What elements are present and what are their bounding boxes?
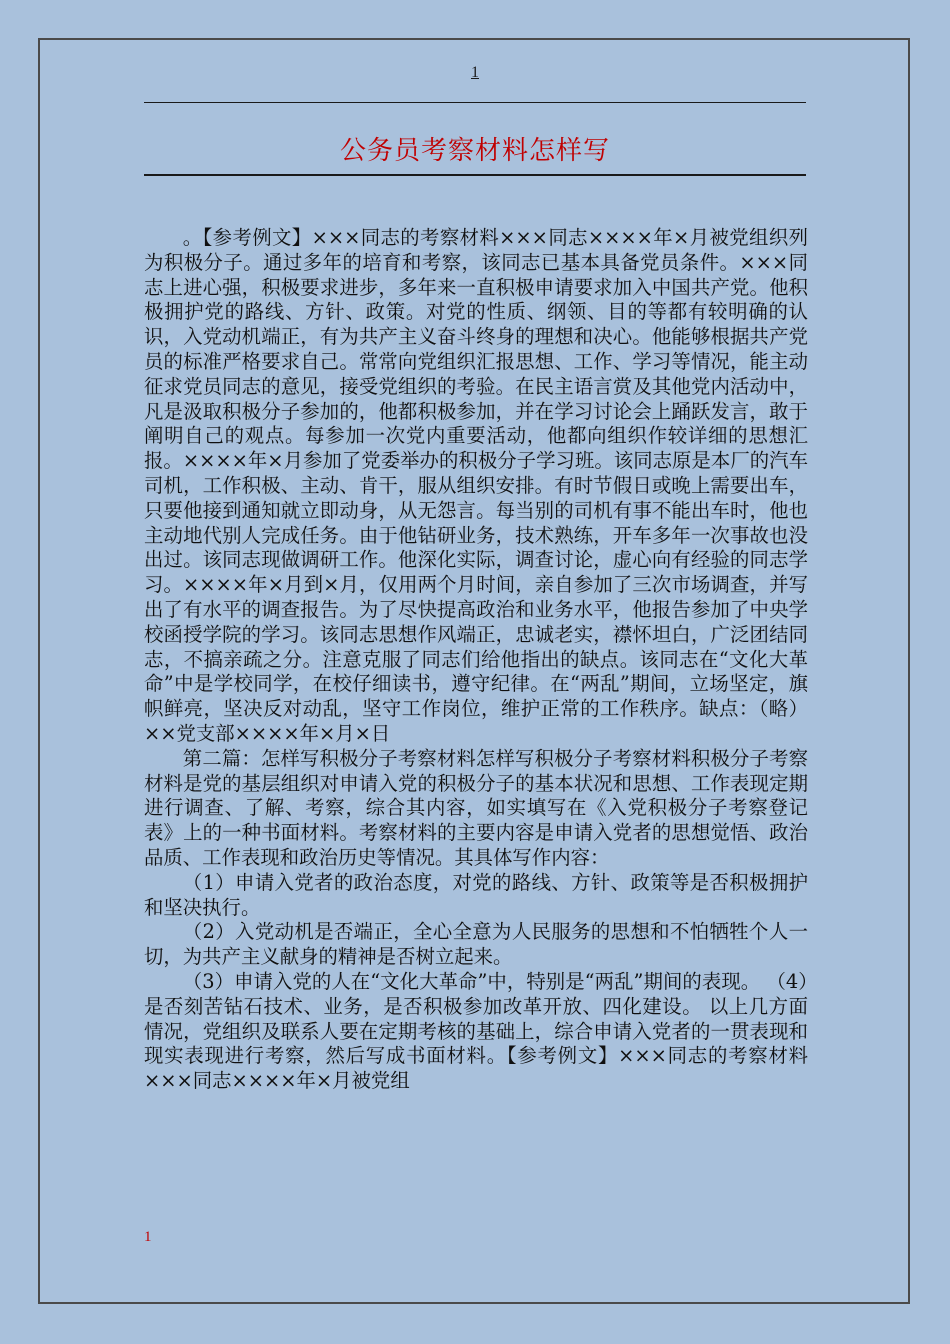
paragraph: 。【参考例文】×××同志的考察材料×××同志××××年×月被党组织列为积极分子。通过多年的培育和考察，该同志已基本具备党员条件。×××同志上进心强，积极要求进步，多年来一直积极申请要求加入中国共产党。他积极拥护党的路线、方针、政策。对党的性质、纲领、目的等都有较明确的认识，入党动机端正，有为共产主义奋斗终身的理想和决心。他能够根据共产党员的标准严格要求自己。常常向党组织汇报思想、工作、学习等情况，能主动征求党员同志的意见，接受党组织的考验。在民主语言赏及其他党内活动中，凡是汲取积极分子参加的，他都积极参加，并在学习讨论会上踊跃发言，敢于阐明自己的观点。每参加一次党内重要活动，他都向组织作较详细的思想汇报。××××年×月参加了党委举办的积极分子学习班。该同志原是本厂的汽车司机，工作积极、主动、肯干，服从组织安排。有时节假日或晚上需要出车，只要他接到通知就立即动身，从无怨言。每当别的司机有事不能出车时，他也主动地代别人完成任务。由于他钻研业务，技术熟练，开车多年一次事故也没出过。该同志现做调研工作。他深化实际，调查讨论，虚心向有经验的同志学习。××××年×月到×月，仅用两个月时间，亲自参加了三次市场调查，并写出了有水平的调查报告。为了尽快提高政治和业务水平，他报告参加了中央学校函授学院的学习。该同志思想作风端正，忠诚老实，襟怀坦白，广泛团结同志，不搞亲疏之分。注意克服了同志们给他指出的缺点。该同志在“文化大革命”中是学校同学，在校仔细读书，遵守纪律。在“两乱”期间，立场坚定，旗帜鲜亮，坚决反对动乱，坚守工作岗位，维护正常的工作秩序。缺点：（略）××党支部××××年×月×日 [144,226,808,745]
header-rule [144,102,806,103]
paragraph: 第二篇：怎样写积极分子考察材料怎样写积极分子考察材料积极分子考察材料是党的基层组织对申请入党的积极分子的基本状况和思想、工作表现定期进行调查、了解、考察，综合其内容，如实填写在《入党积极分子考察登记表》上的一种书面材料。考察材料的主要内容是申请入党者的思想觉悟、政治品质、工作表现和政治历史等情况。其具体写作内容： [144,746,808,869]
document-title: 公务员考察材料怎样写 [339,136,610,166]
paragraph: （2）入党动机是否端正，全心全意为人民服务的思想和不怕牺牲个人一切，为共产主义献身的精神是否树立起来。 [144,920,808,969]
title-rule [144,174,806,176]
paragraph: （3）申请入党的人在“文化大革命”中，特别是“两乱”期间的表现。 （4）是否刻苦钻石技术、业务，是否积极参加改革开放、四化建设。 以上几方面情况，党组织及联系人要在定期考核的基础上，综合申请入党者的一贯表现和现实表现进行考察，然后写成书面材料。【参考例文】×××同志的考察材料×××同志××××年×月被党组 [144,969,808,1093]
document-body [144,226,808,1094]
footer-page-number: 1 [144,1229,152,1245]
paragraph: （1）申请入党者的政治态度，对党的路线、方针、政策等是否积极拥护和坚决执行。 [144,870,808,919]
header-page-number: 1 [471,64,479,81]
